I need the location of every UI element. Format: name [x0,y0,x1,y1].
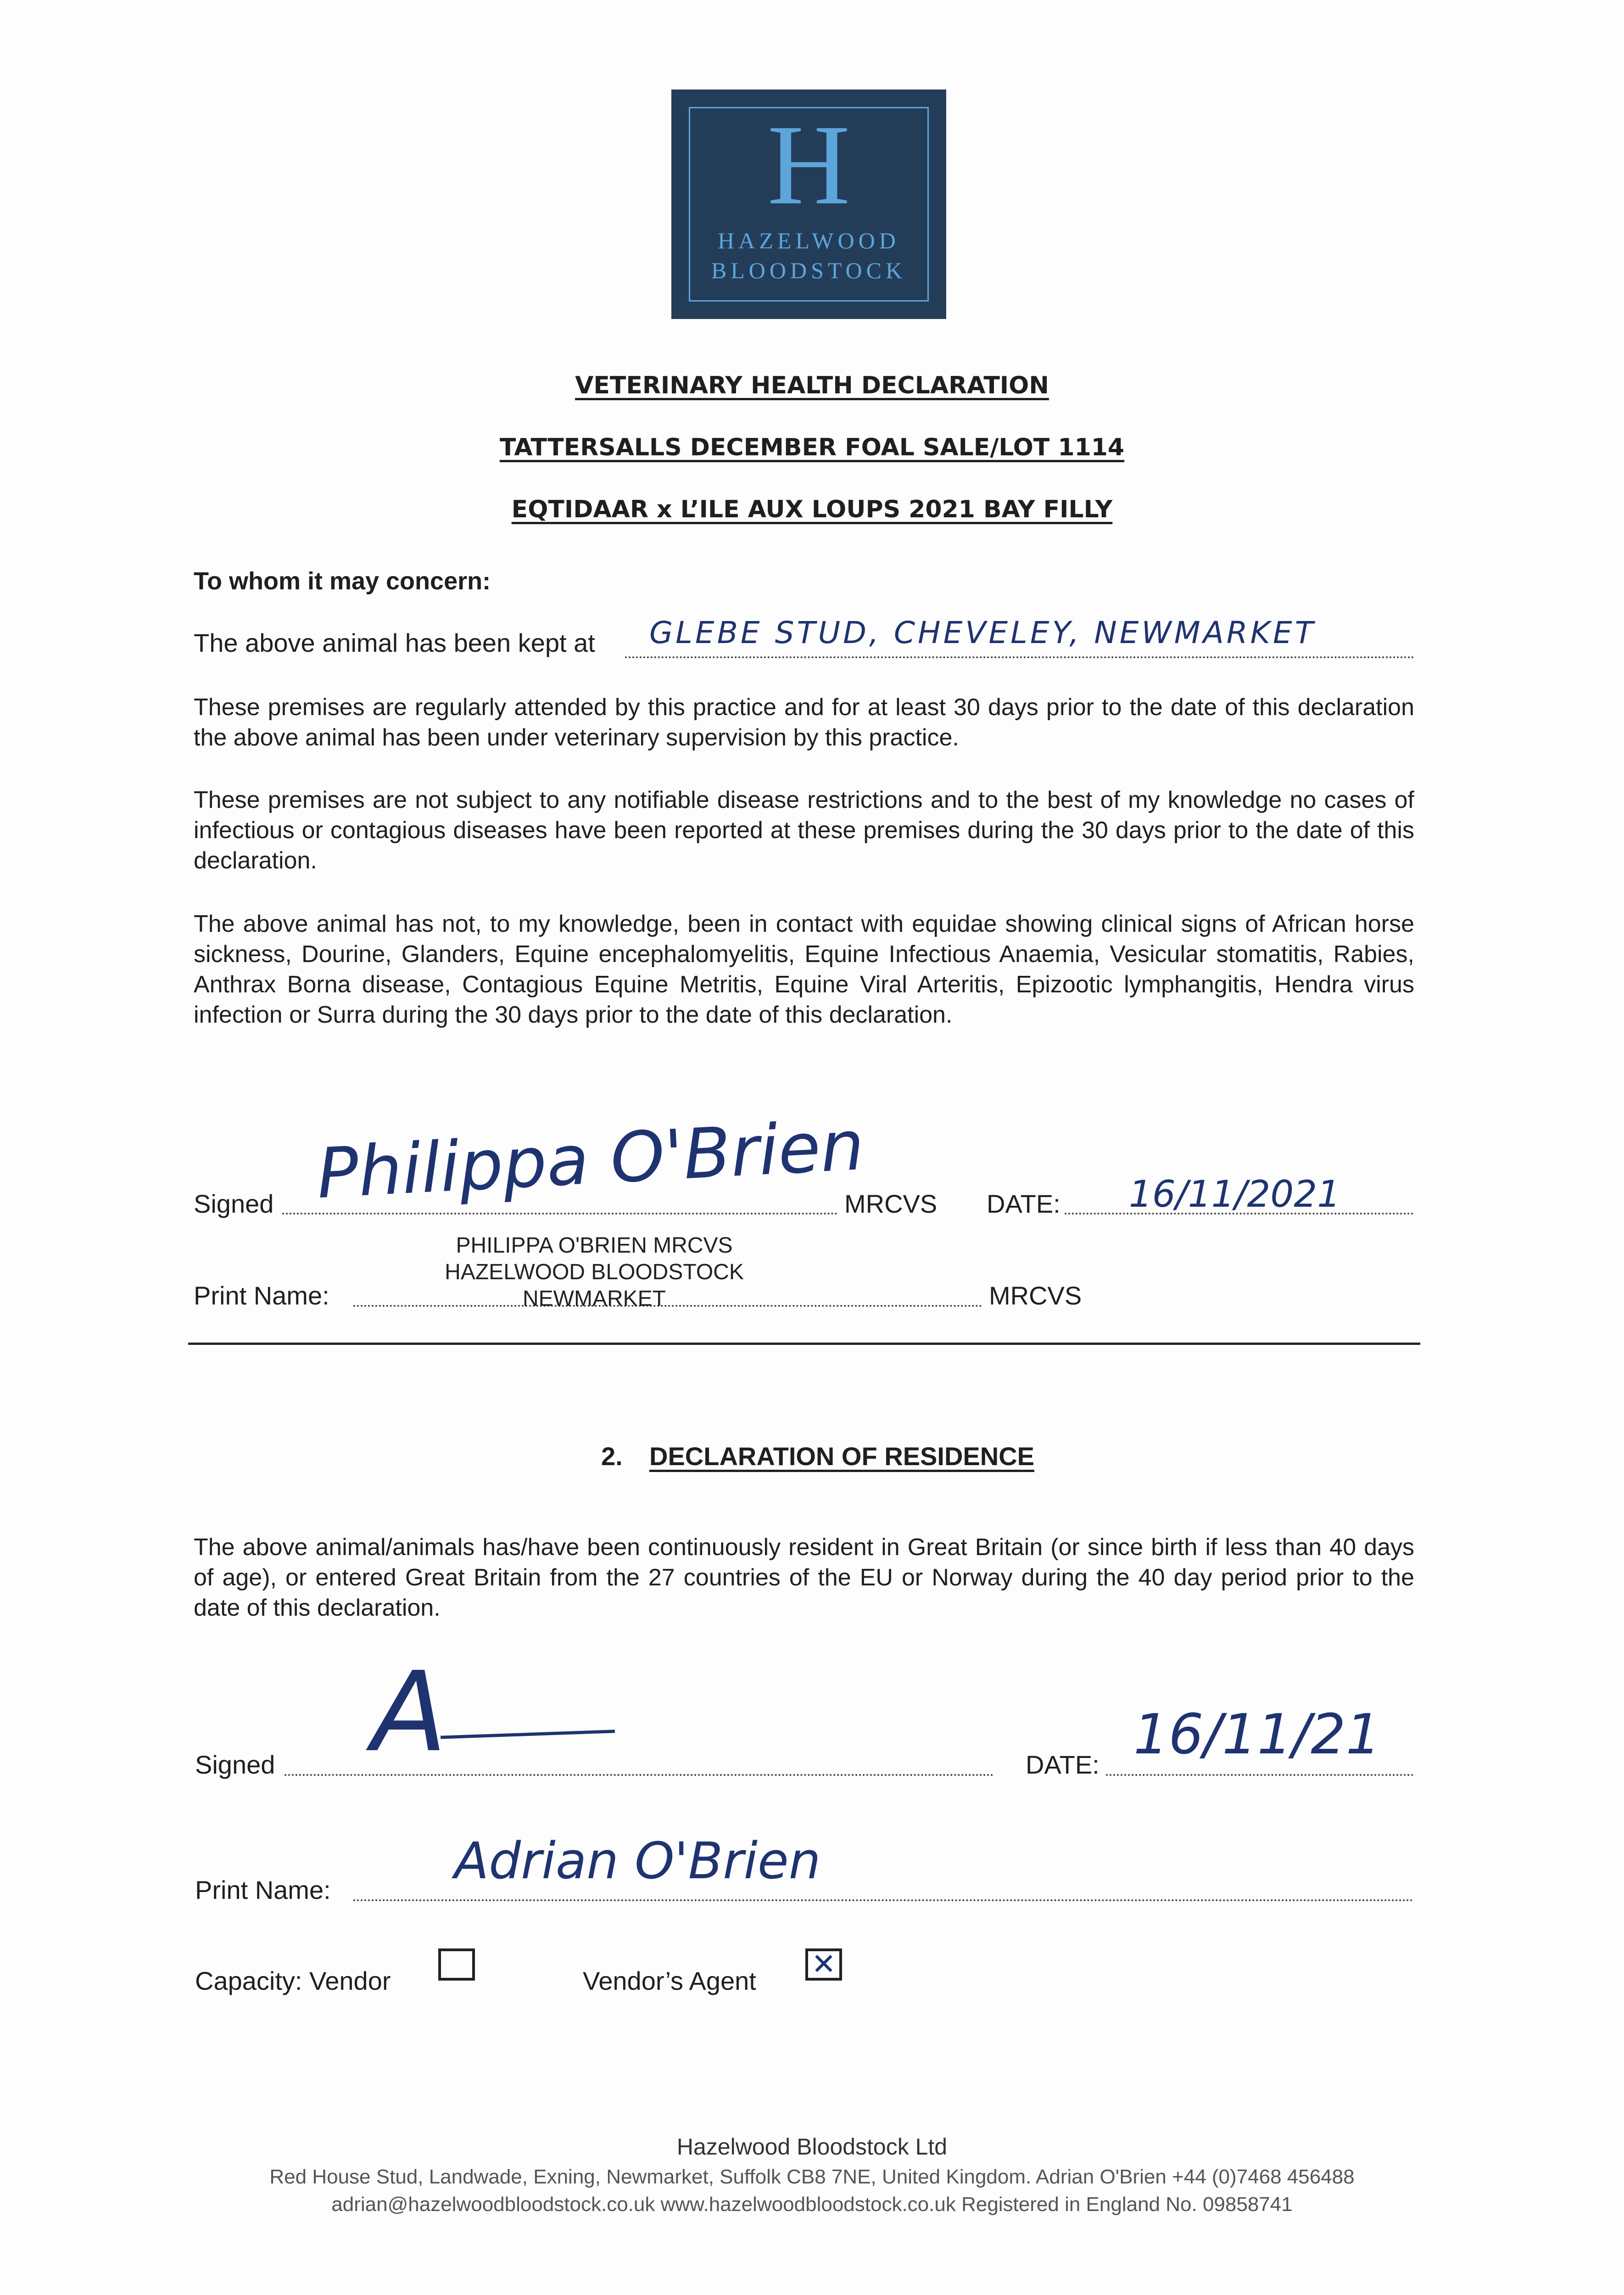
vet-signature-line [282,1213,837,1215]
footer-company: Hazelwood Bloodstock Ltd [676,2134,948,2160]
salutation: To whom it may concern: [194,567,491,595]
residence-print-line [353,1899,1413,1901]
paragraph-diseases: The above animal has not, to my knowledge, been in contact with equidae showing clinical signs of African horse sickness, Dourine, Glanders, Equine encephalomyelitis, Equine Infectious Anaemia, Vesicular stomatitis, Rabies, Anthrax Borna disease, Contagious Equine Metritis, Equine Viral Arteritis, Epizootic lymphangitis, Hendra virus infection or Surra during the 30 days prior to the date of this declaration. [194,911,1414,1028]
footer-contact: adrian@hazelwoodbloodstock.co.uk www.hazelwoodbloodstock.co.uk Registered in England No. 09858741 [331,2193,1293,2216]
section-divider [188,1343,1420,1345]
kept-at-value: GLEBE STUD, CHEVELEY, NEWMARKET [649,615,1316,650]
logo-line-1: HAZELWOOD [718,228,900,253]
vendor-agent-label: Vendor’s Agent [583,1966,756,1995]
vet-date-value: 16/11/2021 [1129,1173,1341,1215]
horse-heading: EQTIDAAR x L’ILE AUX LOUPS 2021 BAY FILLY [511,496,1113,523]
vet-signature: Philippa O'Brien [315,1105,866,1215]
residence-print-value: Adrian O'Brien [454,1831,821,1890]
document-title: VETERINARY HEALTH DECLARATION [575,372,1049,399]
paragraph-supervision: These premises are regularly attended by this practice and for at least 30 days prior to the date of this declaration the above animal has been under veterinary supervision by this practice. [194,694,1414,751]
residence-signed-label: Signed [195,1750,275,1779]
vendor-checkbox[interactable] [438,1948,475,1981]
vendor-agent-checkbox[interactable] [805,1948,842,1981]
sale-heading: TATTERSALLS DECEMBER FOAL SALE/LOT 1114 [499,434,1125,461]
vet-date-label: DATE: [987,1189,1060,1218]
vet-print-label: Print Name: [194,1281,329,1310]
vet-print-mrcvs: MRCVS [989,1281,1082,1310]
residence-print-label: Print Name: [195,1875,331,1904]
stamp-line-3: NEWMARKET [523,1287,666,1311]
company-logo [671,90,946,319]
residence-paragraph: The above animal/animals has/have been continuously resident in Great Britain (or since birth if less than 40 days of age), or entered Great Britain from the 27 countries of the EU or Norway during the 40 day period prior to the date of this declaration. [194,1534,1414,1621]
residence-signature: A [372,1648,447,1776]
stamp-line-2: HAZELWOOD BLOODSTOCK [445,1260,744,1284]
residence-date-label: DATE: [1026,1750,1099,1779]
stamp-line-1: PHILIPPA O'BRIEN MRCVS [456,1233,733,1258]
residence-date-value: 16/11/21 [1133,1703,1381,1767]
kept-at-line [625,656,1414,658]
logo-line-2: BLOODSTOCK [711,257,907,283]
vet-signed-label: Signed [194,1189,274,1218]
residence-date-line [1106,1774,1413,1776]
kept-at-label: The above animal has been kept at [194,628,595,657]
capacity-vendor-label: Capacity: Vendor [195,1966,391,1995]
vet-stamp [434,1232,755,1312]
section-2-number: 2. [601,1442,623,1471]
vet-mrcvs-label: MRCVS [844,1189,938,1218]
signature-stroke [441,1730,615,1739]
section-2-title: DECLARATION OF RESIDENCE [649,1442,1034,1471]
paragraph-restrictions: These premises are not subject to any notifiable disease restrictions and to the best of my knowledge no cases of infectious or contagious diseases have been reported at these premises during the 30 days prior to the date of this declaration. [194,787,1414,874]
footer-address: Red House Stud, Landwade, Exning, Newmarket, Suffolk CB8 7NE, United Kingdom. Adrian O'Brien +44 (0)7468 456488 [269,2166,1355,2188]
check-mark-icon: ✕ [811,1948,836,1982]
logo-letter: H [767,101,850,229]
